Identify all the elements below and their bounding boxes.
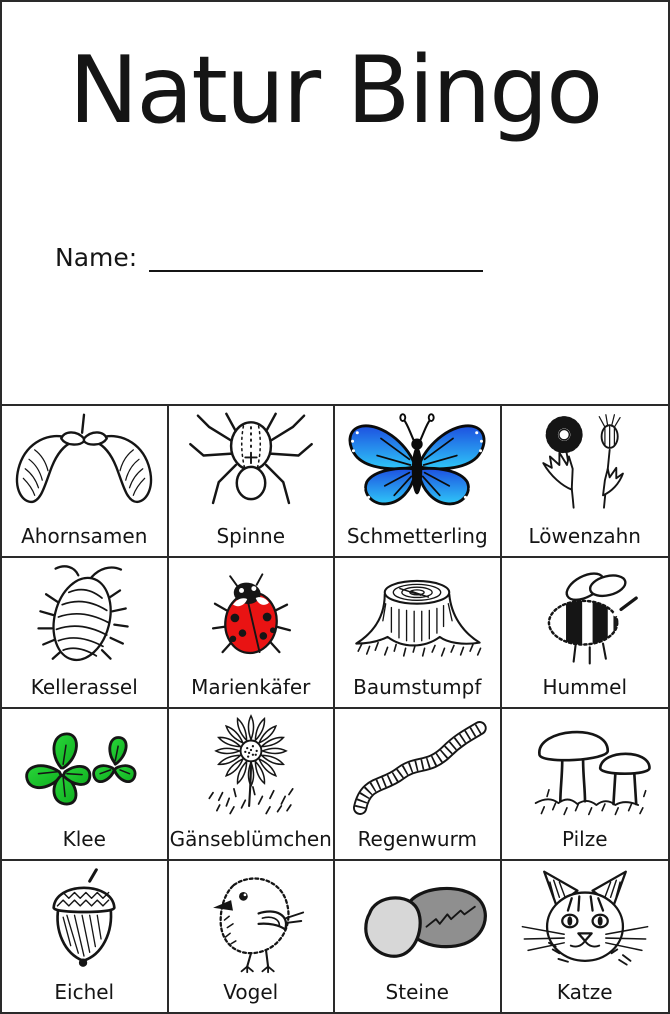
daisy-icon: [169, 709, 334, 826]
cell-label: Pilze: [561, 826, 608, 851]
mushrooms-icon: [502, 709, 669, 826]
butterfly-icon: [335, 406, 500, 523]
cell-label: Gänseblümchen: [169, 826, 332, 851]
earthworm-icon: [335, 709, 500, 826]
acorn-icon: [2, 861, 167, 980]
bingo-cell-eichel: [2, 861, 169, 1013]
cell-label: Klee: [62, 826, 106, 851]
cell-label: Ahornsamen: [21, 523, 148, 548]
bingo-cell-katze: [502, 861, 669, 1013]
spider-icon: [169, 406, 334, 523]
cell-label: Marienkäfer: [191, 675, 311, 699]
tree-stump-icon: [335, 558, 500, 675]
stones-icon: [335, 861, 500, 980]
page-title: Natur Bingo: [68, 36, 602, 144]
bingo-cell-loewenzahn: [502, 406, 669, 558]
cell-label: Spinne: [216, 523, 286, 548]
bingo-cell-spinne: [169, 406, 336, 558]
chick-icon: [169, 861, 334, 980]
cell-label: Kellerassel: [30, 675, 138, 699]
name-row: [55, 242, 483, 272]
cat-icon: [502, 861, 669, 980]
bingo-cell-hummel: [502, 558, 669, 710]
cell-label: Löwenzahn: [528, 523, 641, 548]
bingo-cell-baumstumpf: [335, 558, 502, 710]
cell-label: Eichel: [54, 980, 115, 1004]
bingo-cell-schmetterling: [335, 406, 502, 558]
bingo-cell-klee: [2, 709, 169, 861]
woodlouse-icon: [2, 558, 167, 675]
maple-seeds-icon: [2, 406, 167, 523]
bingo-cell-vogel: [169, 861, 336, 1013]
bingo-cell-steine: [335, 861, 502, 1013]
bumblebee-icon: [502, 558, 669, 675]
ladybug-icon: [169, 558, 334, 675]
bingo-cell-kellerassel: [2, 558, 169, 710]
cell-label: Baumstumpf: [353, 675, 482, 699]
cell-label: Steine: [385, 980, 449, 1004]
cell-label: Hummel: [542, 675, 628, 699]
dandelion-icon: [502, 406, 669, 523]
cell-label: Schmetterling: [346, 523, 488, 548]
bingo-cell-marienkaefer: [169, 558, 336, 710]
name-label: Name:: [55, 243, 138, 272]
bingo-cell-gaensebluemchen: [169, 709, 336, 861]
cell-label: Vogel: [223, 980, 279, 1004]
cell-label: Katze: [556, 980, 613, 1004]
clover-icon: [2, 709, 167, 826]
bingo-cell-pilze: [502, 709, 669, 861]
bingo-cell-ahornsamen: [2, 406, 169, 558]
cell-label: Regenwurm: [357, 826, 477, 851]
bingo-grid: [2, 404, 668, 1012]
name-blank-line: [149, 242, 483, 272]
bingo-cell-regenwurm: [335, 709, 502, 861]
